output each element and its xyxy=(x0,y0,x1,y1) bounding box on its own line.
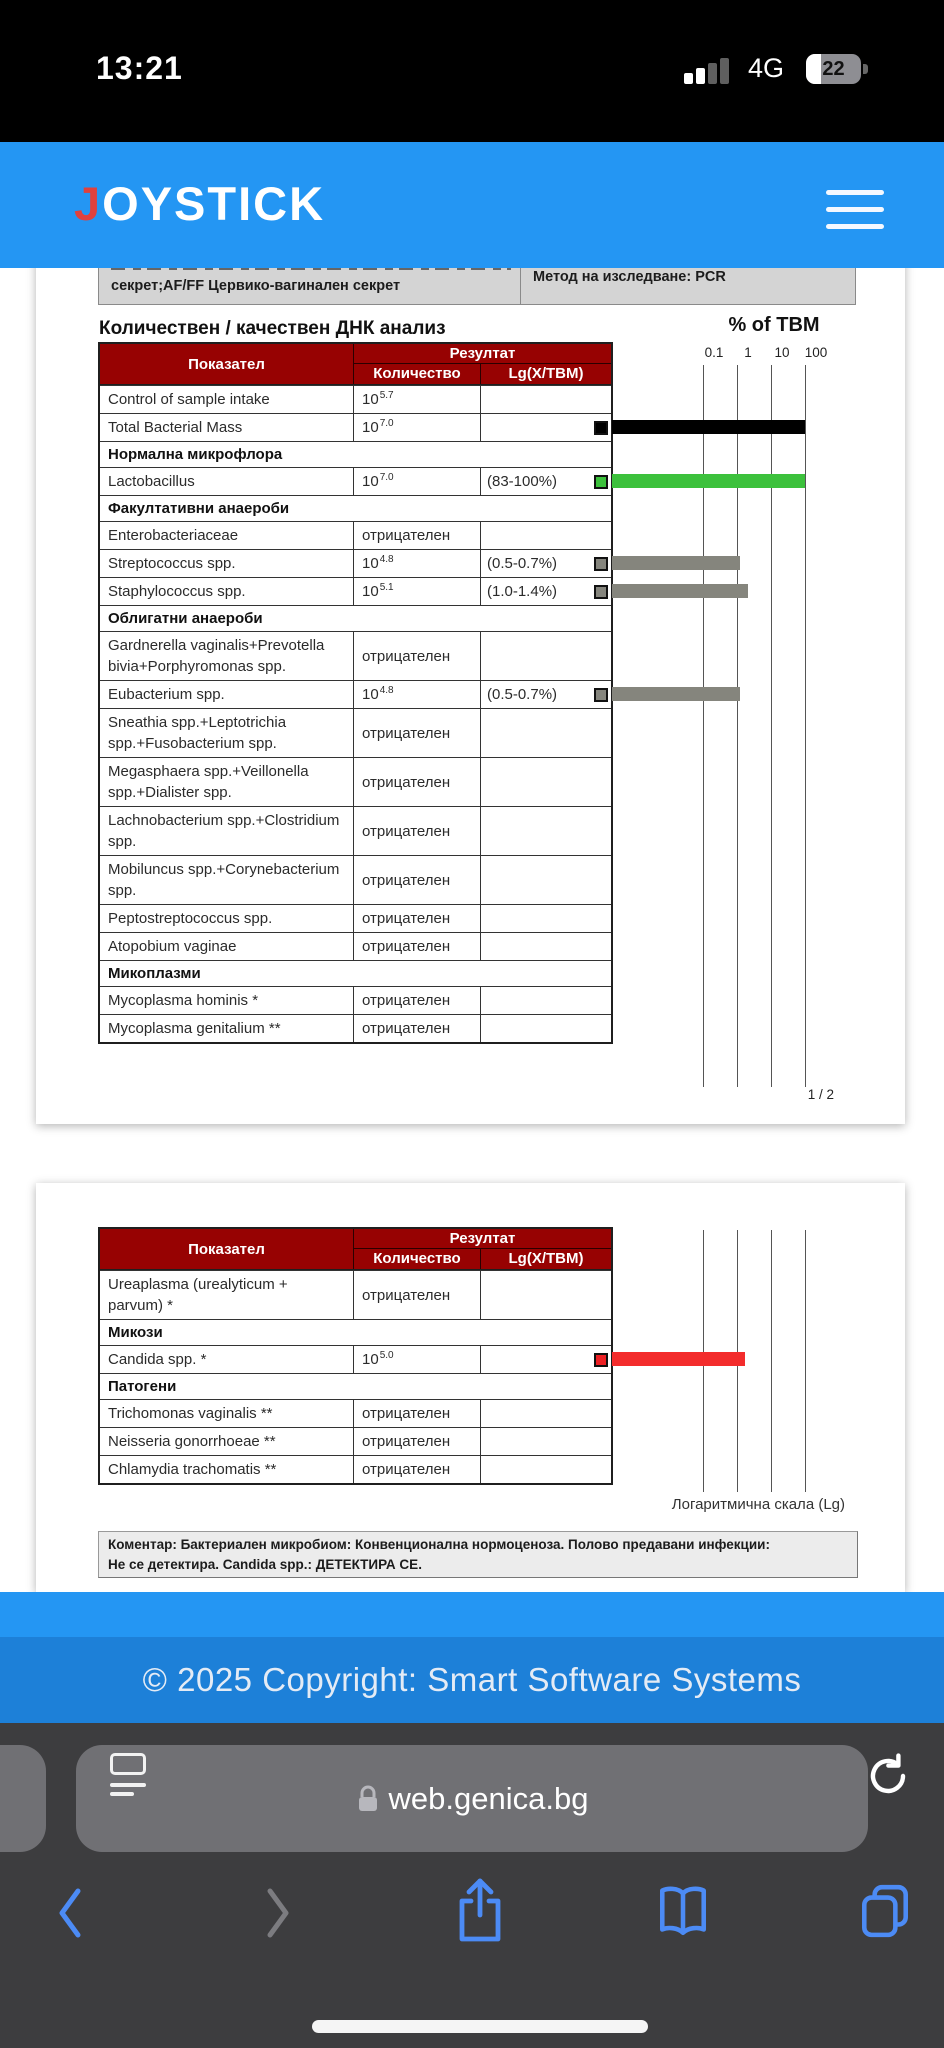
table-row xyxy=(100,1345,611,1373)
status-bar xyxy=(0,0,944,142)
quantity-value: отрицателен xyxy=(354,1400,481,1427)
table-row xyxy=(100,1427,611,1455)
indicator-label: Atopobium vaginae xyxy=(100,933,354,960)
indicator-label: Chlamydia trachomatis ** xyxy=(100,1456,354,1483)
section-row: Патогени xyxy=(100,1373,611,1399)
indicator-label: Mobiluncus spp.+Corynebacterium spp. xyxy=(100,856,354,904)
table-row xyxy=(100,904,611,932)
page-settings-icon[interactable] xyxy=(104,1751,156,1803)
table-row xyxy=(100,521,611,549)
table-row xyxy=(100,757,611,806)
log-scale-caption: Логаритмична скала (Lg) xyxy=(671,1496,845,1513)
copyright-text: © 2025 Copyright: Smart Software Systems xyxy=(142,1661,802,1698)
lg-value xyxy=(481,1346,611,1373)
battery-percent: 22 xyxy=(822,58,845,80)
indicator-label: Streptococcus spp. xyxy=(100,550,354,577)
result-marker xyxy=(594,585,608,599)
address-bar[interactable] xyxy=(76,1745,868,1852)
axis-tick-label: 0.1 xyxy=(704,345,724,360)
quantity-value: отрицателен xyxy=(354,632,481,680)
indicator-label: Control of sample intake xyxy=(100,386,354,413)
col-lg: Lg(X/TBM) xyxy=(508,365,584,382)
lg-value xyxy=(481,414,611,441)
chart-gridline xyxy=(805,365,806,1087)
table-row xyxy=(100,549,611,577)
chart-bar xyxy=(612,420,805,434)
quantity-value: отрицателен xyxy=(354,1456,481,1483)
home-indicator[interactable] xyxy=(312,2020,648,2033)
lg-value xyxy=(481,758,611,806)
chart-title: % of TBM xyxy=(728,314,820,336)
chart-bar xyxy=(612,556,740,570)
axis-tick-label: 10 xyxy=(774,345,790,360)
forward-button[interactable] xyxy=(248,1883,304,1943)
results-table-1 xyxy=(98,342,613,1044)
lg-value xyxy=(481,1428,611,1455)
quantity-value: отрицателен xyxy=(354,905,481,932)
chart-gridline xyxy=(771,1230,772,1492)
indicator-label: Ureaplasma (urealyticum + parvum) * xyxy=(100,1271,354,1319)
quantity-value: 10 $^{4.8}$ xyxy=(354,550,481,577)
col-quantity: Количество xyxy=(354,364,481,384)
chart-bar xyxy=(612,584,748,598)
indicator-label: Gardnerella vaginalis+Prevotella bivia+Porphyromonas spp. xyxy=(100,632,354,680)
indicator-label: Enterobacteriaceae xyxy=(100,522,354,549)
quantity-value: отрицателен xyxy=(354,987,481,1014)
chart-bar xyxy=(612,687,740,701)
analysis-title: Количествен / качествен ДНК анализ xyxy=(99,318,446,339)
indicator-label: Peptostreptococcus spp. xyxy=(100,905,354,932)
quantity-value: 10 $^{5.0}$ xyxy=(354,1346,481,1373)
quantity-value: отрицателен xyxy=(354,709,481,757)
result-marker xyxy=(594,1353,608,1367)
quantity-value: отрицателен xyxy=(354,933,481,960)
lg-value xyxy=(481,522,611,549)
cellular-signal-icon xyxy=(684,56,738,84)
quantity-value: отрицателен xyxy=(354,1015,481,1042)
comment-line: Не се детектира. Candida spp.: ДЕТЕКТИРА СЕ. xyxy=(108,1557,422,1572)
result-marker xyxy=(594,557,608,571)
specimen-text: секрет;AF/FF Цервико-вагинален секрет xyxy=(111,278,401,294)
quantity-value: отрицателен xyxy=(354,1428,481,1455)
site-logo[interactable]: JOYSTICK xyxy=(74,177,326,230)
table-row xyxy=(100,577,611,605)
col-indicator: Показател xyxy=(100,344,354,384)
table-row xyxy=(100,1014,611,1042)
indicator-label: Candida spp. * xyxy=(100,1346,354,1373)
lg-value: (0.5-0.7%) xyxy=(481,681,611,708)
table-row xyxy=(100,680,611,708)
network-type-label: 4G xyxy=(748,53,785,83)
indicator-label: Lactobacillus xyxy=(100,468,354,495)
table-row xyxy=(100,1270,611,1319)
url-text: web.genica.bg xyxy=(388,1780,589,1816)
quantity-value: 10 $^{4.8}$ xyxy=(354,681,481,708)
indicator-label: Neisseria gonorrhoeae ** xyxy=(100,1428,354,1455)
lg-value xyxy=(481,1400,611,1427)
back-button[interactable] xyxy=(44,1883,100,1943)
section-row: Микоплазми xyxy=(100,960,611,986)
result-marker xyxy=(594,688,608,702)
table-row xyxy=(100,986,611,1014)
indicator-label: Eubacterium spp. xyxy=(100,681,354,708)
battery-icon xyxy=(806,54,868,84)
axis-tick-label: 1 xyxy=(744,345,752,360)
indicator-label: Lachnobacterium spp.+Clostridium spp. xyxy=(100,807,354,855)
indicator-label: Sneathia spp.+Leptotrichia spp.+Fusobacterium spp. xyxy=(100,709,354,757)
chart-bar xyxy=(612,474,805,488)
method-text: Метод на изследване: PCR xyxy=(533,269,726,285)
result-marker xyxy=(594,421,608,435)
lg-value xyxy=(481,856,611,904)
col-indicator: Показател xyxy=(100,1229,354,1269)
lg-value: (0.5-0.7%) xyxy=(481,550,611,577)
table-row xyxy=(100,1455,611,1483)
site-footer xyxy=(0,1637,944,1723)
table-header xyxy=(100,344,611,385)
quantity-value: отрицателен xyxy=(354,758,481,806)
lg-value xyxy=(481,632,611,680)
col-quantity: Количество xyxy=(354,1249,481,1269)
quantity-value: 10 $^{7.0}$ xyxy=(354,468,481,495)
lg-value xyxy=(481,905,611,932)
chart-gridline xyxy=(805,1230,806,1492)
axis-tick-label: 100 xyxy=(804,345,828,360)
previous-tab-peek[interactable] xyxy=(0,1745,46,1852)
result-marker xyxy=(594,475,608,489)
lg-value xyxy=(481,1271,611,1319)
quantity-value: 10 $^{5.1}$ xyxy=(354,578,481,605)
chart-bar xyxy=(612,1352,745,1366)
indicator-label: Total Bacterial Mass xyxy=(100,414,354,441)
bookmarks-icon[interactable] xyxy=(654,1881,710,1941)
col-result: Резултат xyxy=(354,344,611,364)
indicator-label: Staphylococcus spp. xyxy=(100,578,354,605)
comment-line: Коментар: Бактериален микробиом: Конвенционална нормоценоза. Полово предавани инфекции: xyxy=(108,1537,770,1552)
lock-icon xyxy=(356,1784,380,1814)
lg-value xyxy=(481,386,611,413)
table-row xyxy=(100,708,611,757)
lg-value xyxy=(481,1015,611,1042)
quantity-value: отрицателен xyxy=(354,522,481,549)
page-indicator: 1 / 2 xyxy=(807,1087,834,1102)
lg-value xyxy=(481,807,611,855)
lg-value xyxy=(481,987,611,1014)
table-row xyxy=(100,467,611,495)
quantity-value: отрицателен xyxy=(354,807,481,855)
footer-accent-band xyxy=(0,1592,944,1637)
lg-value xyxy=(481,1456,611,1483)
hamburger-menu-icon[interactable] xyxy=(826,190,884,234)
site-header xyxy=(0,142,944,268)
lg-value: (1.0-1.4%) xyxy=(481,578,611,605)
quantity-value: отрицателен xyxy=(354,1271,481,1319)
browser-chrome xyxy=(0,1723,944,2048)
indicator-label: Trichomonas vaginalis ** xyxy=(100,1400,354,1427)
section-row: Нормална микрофлора xyxy=(100,441,611,467)
reload-icon[interactable] xyxy=(864,1752,912,1800)
quantity-value: 10 $^{5.7}$ xyxy=(354,386,481,413)
table-row xyxy=(100,932,611,960)
share-icon[interactable] xyxy=(452,1875,508,1935)
table-header xyxy=(100,1229,611,1270)
table-row xyxy=(100,631,611,680)
section-row: Облигатни анаероби xyxy=(100,605,611,631)
col-result: Резултат xyxy=(354,1229,611,1249)
table-row xyxy=(100,855,611,904)
quantity-value: отрицателен xyxy=(354,856,481,904)
table-row xyxy=(100,1399,611,1427)
table-row xyxy=(100,385,611,413)
indicator-label: Megasphaera spp.+Veillonella spp.+Dialister spp. xyxy=(100,758,354,806)
indicator-label: Mycoplasma hominis * xyxy=(100,987,354,1014)
indicator-label: Mycoplasma genitalium ** xyxy=(100,1015,354,1042)
col-lg: Lg(X/TBM) xyxy=(508,1250,584,1267)
comment-box xyxy=(98,1531,858,1578)
section-row: Микози xyxy=(100,1319,611,1345)
table-row xyxy=(100,806,611,855)
lg-value xyxy=(481,933,611,960)
table-row xyxy=(100,413,611,441)
tabs-icon[interactable] xyxy=(856,1881,912,1941)
section-row: Факултативни анаероби xyxy=(100,495,611,521)
results-table-2 xyxy=(98,1227,613,1485)
quantity-value: 10 $^{7.0}$ xyxy=(354,414,481,441)
lg-value xyxy=(481,709,611,757)
clock: 13:21 xyxy=(96,50,183,86)
lg-value: (83-100%) xyxy=(481,468,611,495)
